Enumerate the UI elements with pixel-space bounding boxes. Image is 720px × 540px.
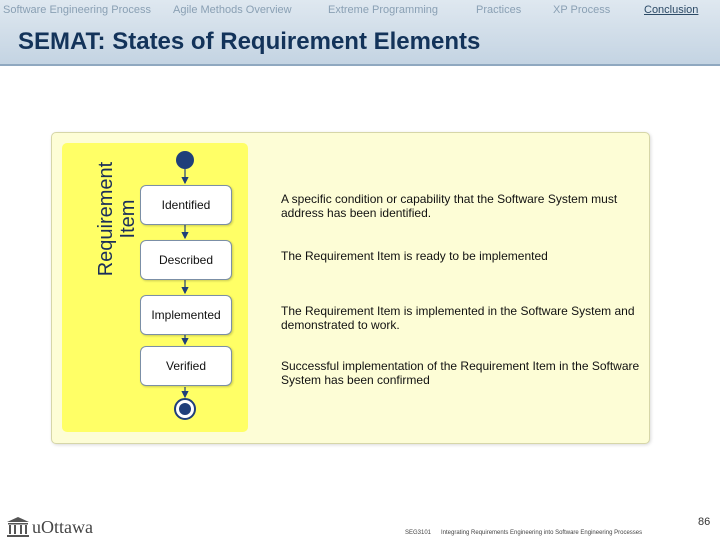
description-identified: A specific condition or capability that the Software System must address has been identified. xyxy=(281,192,618,220)
slide-title: SEMAT: States of Requirement Elements xyxy=(18,28,481,55)
state-identified: Identified xyxy=(140,185,232,225)
course-code: SEG3101 xyxy=(405,530,432,536)
state-implemented: Implemented xyxy=(140,295,232,335)
nav-link-conclusion[interactable]: Conclusion xyxy=(644,4,699,16)
swimlane-label-line1: Requirement xyxy=(95,161,117,277)
swimlane-label xyxy=(95,149,139,289)
nav-link-xp-process[interactable]: XP Process xyxy=(553,4,611,16)
nav-link-practices[interactable]: Practices xyxy=(476,4,522,16)
swimlane-label-line2: Item xyxy=(117,199,139,239)
navigation-bar xyxy=(0,0,720,22)
header-divider xyxy=(0,64,720,66)
final-state-icon xyxy=(174,398,196,420)
nav-link-extreme-programming[interactable]: Extreme Programming xyxy=(328,4,439,16)
page-number: 86 xyxy=(698,516,711,528)
initial-state-icon xyxy=(176,151,194,169)
description-implemented: The Requirement Item is implemented in the Software System and demonstrated to work. xyxy=(281,304,635,332)
course-title: Integrating Requirements Engineering into Software Engineering Processes xyxy=(441,530,643,536)
description-described: The Requirement Item is ready to be implemented xyxy=(281,249,548,263)
state-verified: Verified xyxy=(140,346,232,386)
nav-link-agile-methods-overview[interactable]: Agile Methods Overview xyxy=(173,4,292,16)
slide-header xyxy=(0,0,720,66)
university-building-icon xyxy=(6,516,30,538)
nav-link-software-engineering-process[interactable]: Software Engineering Process xyxy=(3,4,151,16)
state-described: Described xyxy=(140,240,232,280)
university-logo-text: uOttawa xyxy=(32,517,93,537)
description-verified: Successful implementation of the Requirement Item in the Software System has been confirmed xyxy=(281,359,640,387)
